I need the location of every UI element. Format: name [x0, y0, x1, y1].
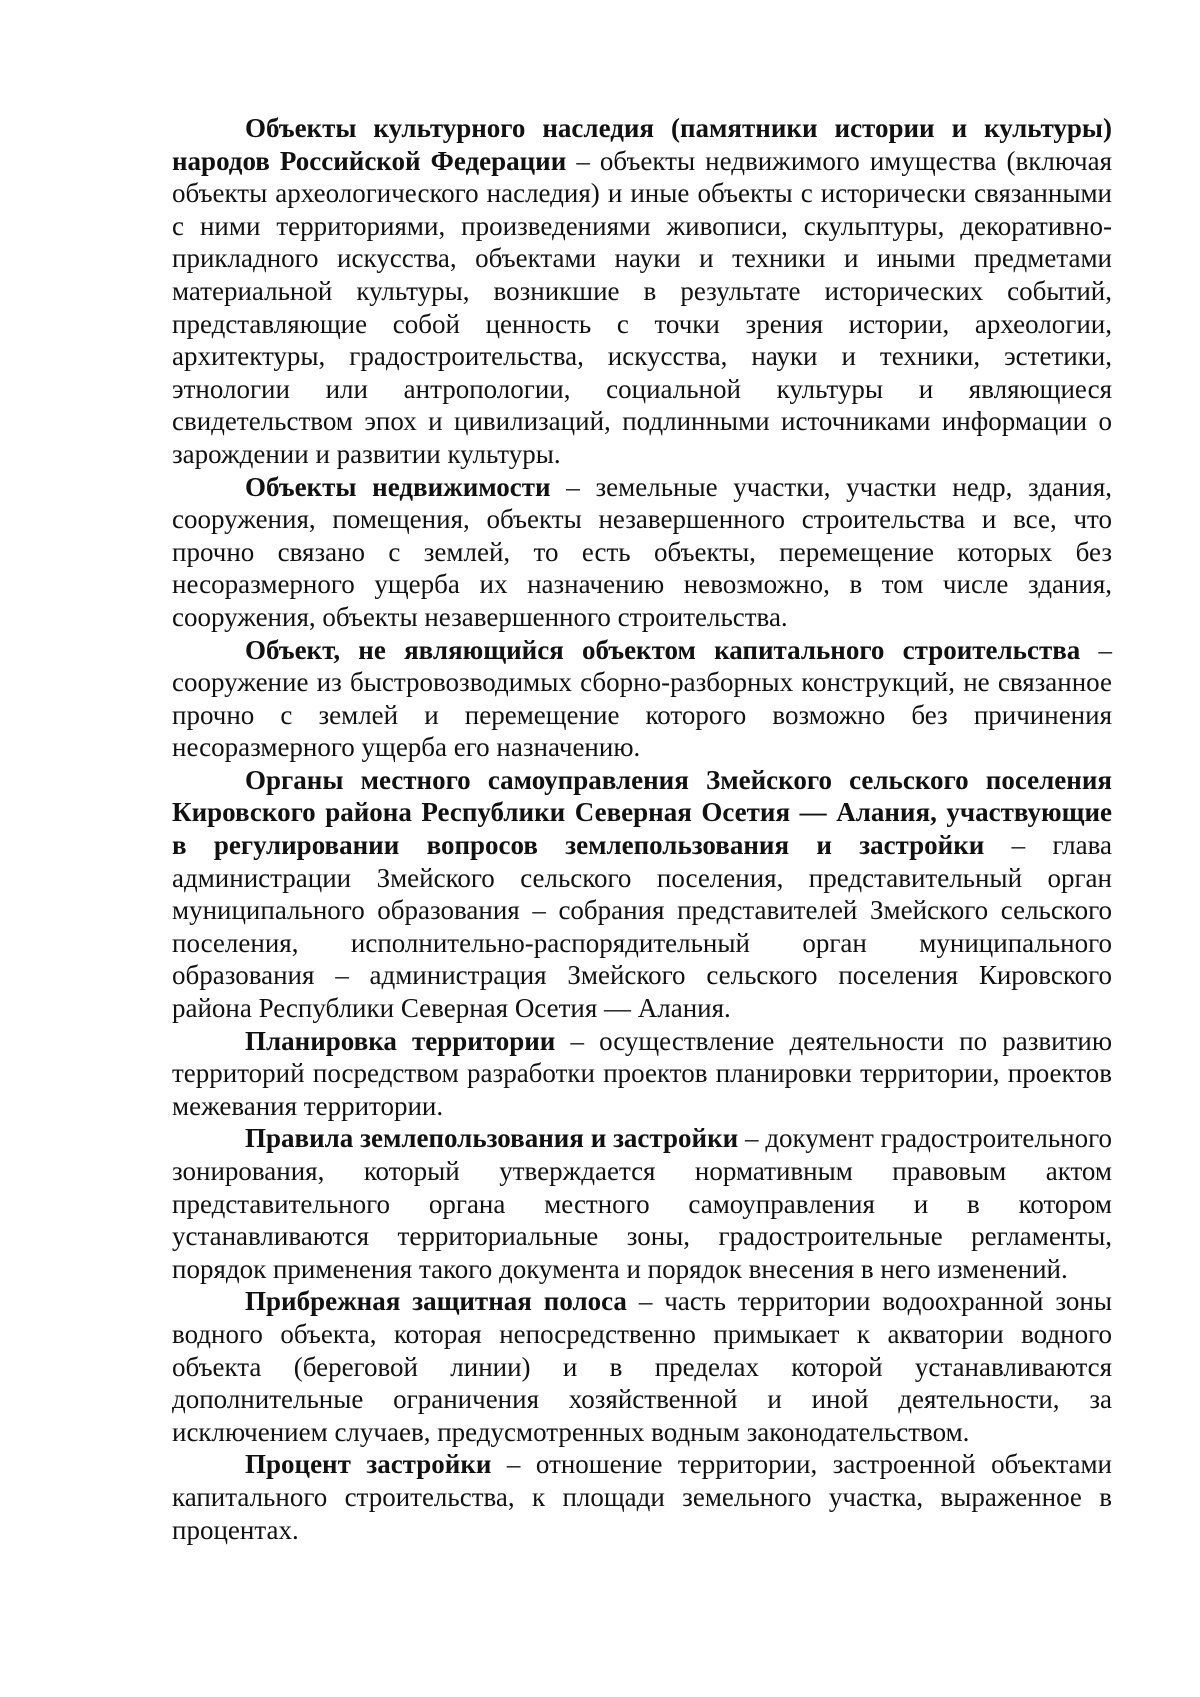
definition-text: – сооружение из быстровозводимых сборно-разборных конструкций, не связанное прочно с землей и перемещение которого возможно без причинения несоразмерного ущерба его назначению. — [172, 634, 1113, 763]
definition-term: Прибрежная защитная полоса — [245, 1286, 627, 1317]
definition-paragraph — [172, 112, 1112, 471]
definition-paragraph — [172, 634, 1112, 764]
definition-term: Правила землепользования и застройки — [245, 1123, 739, 1154]
definition-paragraph — [172, 471, 1112, 634]
definition-paragraph — [172, 1285, 1112, 1448]
definition-text: – отношение территории, застроенной объектами капитального строительства, к площади земельного участка, выраженное в процентах. — [172, 1449, 1113, 1545]
definition-text: – осуществление деятельности по развитию территорий посредством разработки проектов планировки территории, проектов межевания территории. — [172, 1025, 1112, 1121]
definition-paragraph — [172, 1025, 1112, 1123]
definition-term: Объекты недвижимости — [245, 471, 551, 502]
definition-text: – земельные участки, участки недр, здания, сооружения, помещения, объекты незавершенного строительства и все, что прочно связано с землей, то есть объекты, перемещение которых без несоразмерного ущерба их назначению невозможно, в том числе здания, сооружения, объекты незавершенного строительства. — [172, 471, 1112, 632]
definition-paragraph — [172, 764, 1112, 1025]
definition-text: – глава администрации Змейского сельского поселения, представительный орган муниципального образования – собрания представителей Змейского сельского поселения, исполнительно-распорядительный орган муниципального образования – администрация Змейского сельского поселения Кировского района Республики Северная Осетия — Алания. — [172, 830, 1112, 1024]
definition-term: Процент застройки — [245, 1449, 492, 1480]
definition-text: – часть территории водоохранной зоны водного объекта, которая непосредственно примыкает к акватории водного объекта (береговой линии) и в пределах которой устанавливаются дополнительные ограничения хозяйственной и иной деятельности, за исключением случаев, предусмотренных водным законодательством. — [172, 1286, 1113, 1447]
definition-term: Планировка территории — [245, 1025, 556, 1056]
definition-text: – документ градостроительного зонирования, который утверждается нормативным правовым актом представительного органа местного самоуправления и в котором устанавливаются территориальные зоны, градостроительные регламенты, порядок применения такого документа и порядок внесения в него изменений. — [172, 1123, 1113, 1284]
document-page — [172, 112, 1112, 1546]
definition-term: Объекты культурного наследия (памятники истории и культуры) народов Российской Федерации — [172, 113, 1112, 176]
definition-paragraph — [172, 1448, 1112, 1546]
definition-term: Объект, не являющийся объектом капитального строительства — [245, 634, 1081, 665]
definition-term: Органы местного самоуправления Змейского сельского поселения Кировского района Республики Северная Осетия — Алания, участвующие в регулировании вопросов землепользования и застройки — [172, 764, 1112, 861]
definition-paragraph — [172, 1122, 1112, 1285]
definition-text: – объекты недвижимого имущества (включая объекты археологического наследия) и иные объекты с исторически связанными с ними территориями, произведениями живописи, скульптуры, декоративно-прикладного искусства, объектами науки и техники и иными предметами материальной культуры, возникшие в результате исторических событий, представляющие собой ценность с точки зрения истории, археологии, архитектуры, градостроительства, искусства, науки и техники, эстетики, этнологии или антропологии, социальной культуры и являющиеся свидетельством эпох и цивилизаций, подлинными источниками информации о зарождении и развитии культуры. — [172, 145, 1112, 469]
